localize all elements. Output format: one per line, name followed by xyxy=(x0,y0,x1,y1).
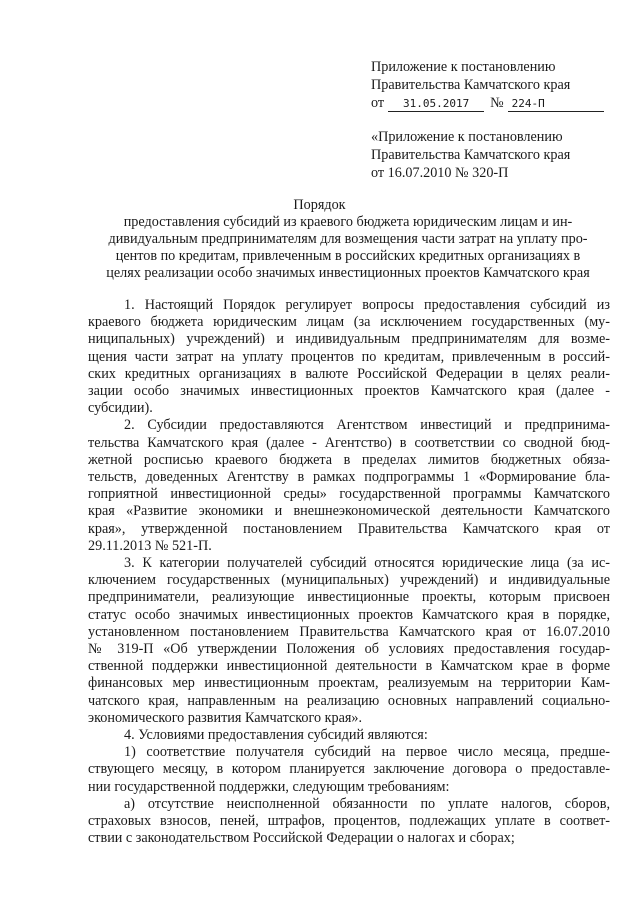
text-line: 2. Субсидии предоставляются Агентством инвестиций и предпринима- xyxy=(124,417,610,434)
text-line: щения части затрат на уплату процентов по кредитам, привлеченным в россий- xyxy=(88,348,610,365)
text-line: субсидии). xyxy=(88,400,153,417)
prev-header-line-3: от 16.07.2010 № 320-П xyxy=(371,165,509,181)
text-line: 29.11.2013 № 521-П. xyxy=(88,537,212,554)
from-label: от xyxy=(371,95,385,111)
paragraph-6 xyxy=(88,796,610,848)
subtitle-line: дивидуальным предпринимателям для возмещения части затрат на уплату про- xyxy=(108,231,588,247)
text-line: края «Развитие экономики и внешнеэкономической деятельности Камчатского xyxy=(88,503,610,520)
previous-appendix-header xyxy=(371,128,611,182)
prev-header-line-2: Правительства Камчатского края xyxy=(371,147,571,163)
resolution-number: 224-П xyxy=(508,97,604,112)
paragraph-5 xyxy=(88,744,610,796)
text-line: нии государственной поддержки, следующим требованиям: xyxy=(88,778,450,795)
header-line-2: Правительства Камчатского края xyxy=(371,77,571,93)
text-line: 3. К категории получателей субсидий относятся юридические лица (за ис- xyxy=(124,555,610,572)
text-line: ниципальных) учреждений) и индивидуальным предпринимателям для возме- xyxy=(88,331,610,348)
paragraph-4 xyxy=(88,727,610,744)
text-line: ственной поддержки инвестиционной деятельности в Камчатском крае в форме xyxy=(88,658,610,675)
text-line: гоприятной инвестиционной среды» государственной программы Камчатского xyxy=(88,486,610,503)
text-line: жетной росписью краевого бюджета в пределах лимитов бюджетных обяза- xyxy=(88,451,610,468)
text-line: ских кредитных организациях в валюте Российской Федерации в целях реали- xyxy=(88,365,610,382)
resolution-date: 31.05.2017 xyxy=(388,97,484,112)
subtitle-line: целях реализации особо значимых инвестиционных проектов Камчатского края xyxy=(106,265,590,281)
header-line-1: Приложение к постановлению xyxy=(371,59,556,75)
header-date-line xyxy=(371,94,611,112)
text-line: 1) соответствие получателя субсидий на первое число месяца, предше- xyxy=(124,744,610,761)
text-line: № 319-П «Об утверждении Положения об условиях предоставления государ- xyxy=(88,641,610,658)
appendix-header xyxy=(371,58,611,112)
text-line: предприниматели, реализующие инвестиционные проекты, которым присвоен xyxy=(88,589,610,606)
document-subtitle xyxy=(88,214,608,282)
text-line: ствующего месяцу, в котором планируется заключение договора о предоставле- xyxy=(88,761,610,778)
document-body xyxy=(88,297,610,848)
paragraph-2 xyxy=(88,417,610,555)
text-line: 1. Настоящий Порядок регулирует вопросы предоставления субсидий из xyxy=(124,297,610,313)
text-line: ствии с законодательством Российской Федерации о налогах и сборах; xyxy=(88,830,515,847)
number-label: № xyxy=(490,95,504,111)
subtitle-line: центов по кредитам, привлеченным в российских кредитных организациях в xyxy=(115,248,581,264)
text-line: зации особо значимых инвестиционных проектов Камчатского края (далее - xyxy=(88,383,610,400)
text-line: тельства Камчатского края (далее - Агентство) в соответствии со сводной бюд- xyxy=(88,434,610,451)
text-line: страховых взносов, пеней, штрафов, процентов, подлежащих уплате в соответ- xyxy=(88,813,610,830)
text-line: финансовых мер инвестиционным проектам, реализуемым на территории Кам- xyxy=(88,675,610,692)
text-line: экономического развития Камчатского края». xyxy=(88,709,363,726)
text-line: тельств, доведенных Агентству в рамках подпрограммы 1 «Формирование бла- xyxy=(88,469,610,486)
document-title: Порядок xyxy=(293,197,346,213)
text-line: установленном постановлением Правительства Камчатского края от 16.07.2010 xyxy=(88,623,610,640)
text-line: краевого бюджета юридическим лицам (за исключением государственных (му- xyxy=(88,314,610,331)
text-line: края», утвержденной постановлением Правительства Камчатского края от xyxy=(88,520,610,537)
prev-header-line-1: «Приложение к постановлению xyxy=(371,129,563,145)
paragraph-3 xyxy=(88,555,610,727)
text-line: а) отсутствие неисполненной обязанности по уплате налогов, сборов, xyxy=(124,795,610,812)
text-line: чатского края, направленным на реализацию основных направлений социально- xyxy=(88,692,610,709)
text-line: ключением государственных (муниципальных) учреждений) и индивидуальные xyxy=(88,572,610,589)
text-line: статус особо значимых инвестиционных проектов Камчатского края в порядке, xyxy=(88,606,610,623)
paragraph-1 xyxy=(88,297,610,417)
subtitle-line: предоставления субсидий из краевого бюджета юридическим лицам и ин- xyxy=(123,214,573,230)
text-line: 4. Условиями предоставления субсидий являются: xyxy=(124,727,428,744)
